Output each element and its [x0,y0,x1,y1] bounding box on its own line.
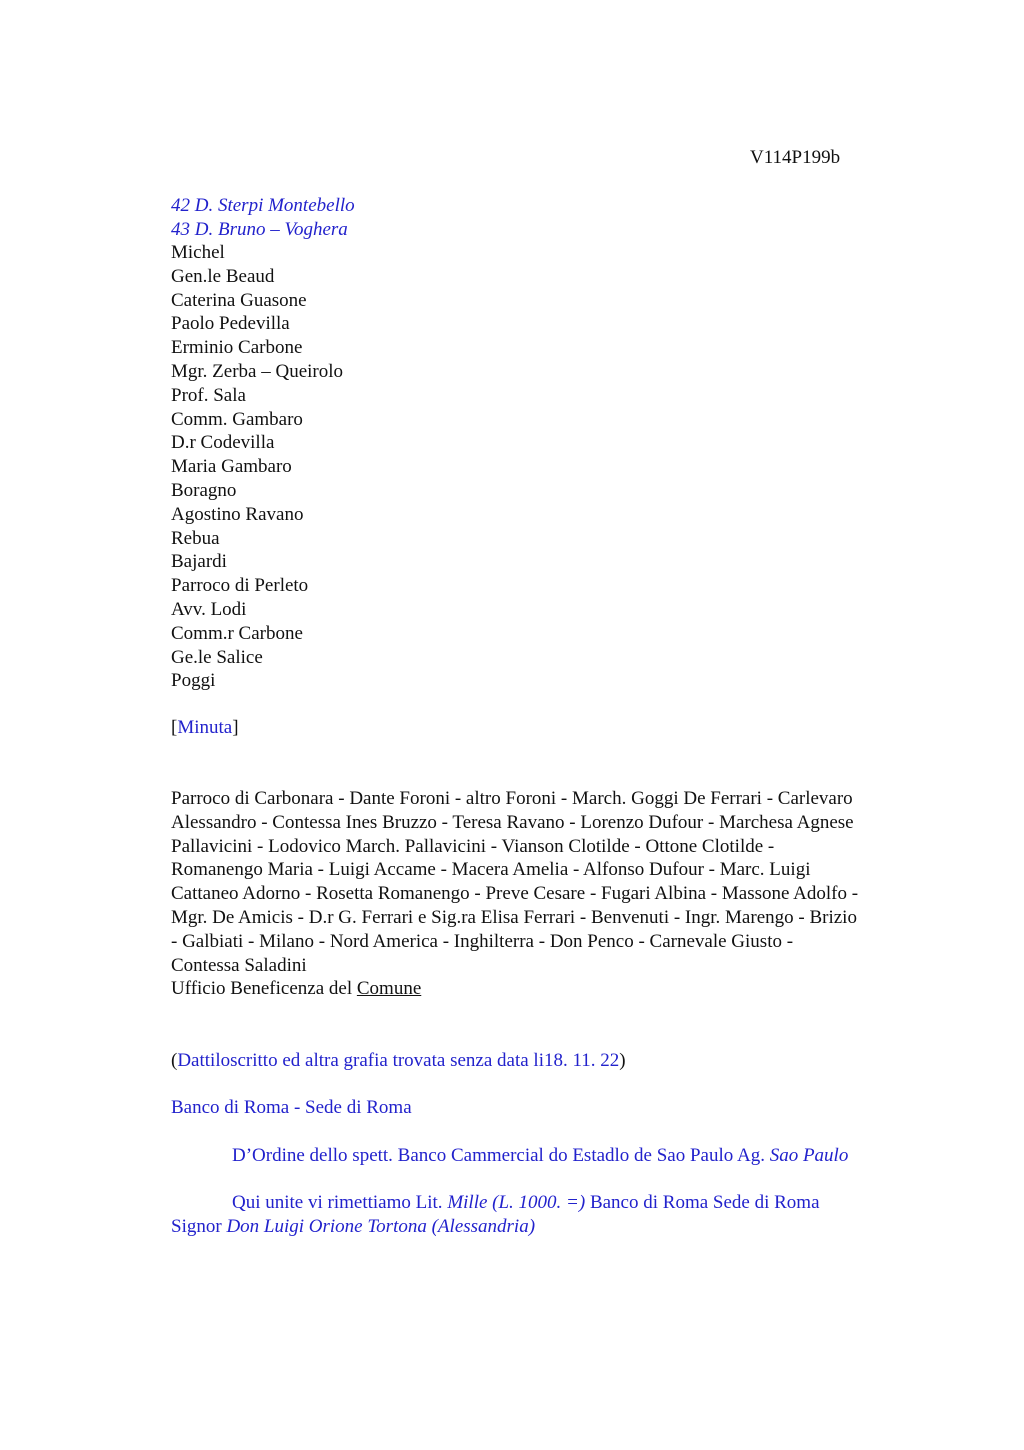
remit-rest: Banco di Roma Sede di Roma [585,1192,820,1213]
note-line [171,1049,931,1073]
list-item: Caterina Guasone [171,289,307,311]
list-item: Erminio Carbone [171,337,303,359]
paragraph-line: Mgr. De Amicis - D.r G. Ferrari e Sig.ra Elisa Ferrari - Benvenuti - Ingr. Marengo - Brizio [171,906,857,928]
list-item: Agostino Ravano [171,503,304,525]
list-item: Parroco di Perleto [171,575,309,597]
remit-line-1 [171,1191,931,1215]
ufficio-line [171,977,931,1001]
remit-amount: Mille (L. 1000. =) [447,1192,586,1213]
paragraph-line: Contessa Saladini [171,954,307,976]
list-item: Avv. Lodi [171,598,247,620]
list-item: Maria Gambaro [171,456,292,478]
order-text: D’Ordine dello spett. Banco Cammercial do Estadlo de Sao Paulo Ag. [232,1145,770,1166]
bank-heading: Banco di Roma - Sede di Roma [171,1097,412,1118]
list-item: Ge.le Salice [171,646,263,668]
minuta-text: Minuta [177,717,233,738]
bracket-close: ] [232,717,239,738]
list-item: D.r Codevilla [171,432,275,454]
order-line [171,1144,992,1168]
paragraph-line: - Galbiati - Milano - Nord America - Inghilterra - Don Penco - Carnevale Giusto - [171,930,794,952]
ufficio-underlined: Comune [356,978,422,1000]
paragraph-line: Alessandro - Contessa Ines Bruzzo - Teresa Ravano - Lorenzo Dufour - Marchesa Agnese [171,811,854,833]
list-item: Poggi [171,670,216,692]
paren-close: ) [619,1050,626,1071]
list-item: Comm.r Carbone [171,622,303,644]
bracket-open: [ [171,717,178,738]
minuta-label [171,716,931,740]
ufficio-prefix: Ufficio Beneficenza del [171,978,357,1000]
paragraph-line: Parroco di Carbonara - Dante Foroni - altro Foroni - March. Goggi De Ferrari - Carlevaro [171,788,853,809]
remit-line-2 [171,1215,931,1239]
list-item: Paolo Pedevilla [171,313,290,335]
header-line-2: 43 D. Bruno – Voghera [171,218,348,240]
list-item: Bajardi [171,551,227,573]
list-item: Boragno [171,479,237,501]
paren-open: ( [171,1050,178,1071]
names-list [171,241,931,693]
remittance-block [171,1191,931,1239]
order-italic: Sao Paulo [769,1145,849,1166]
remit-text: Qui unite vi rimettiamo Lit. [232,1192,448,1213]
list-item: Gen.le Beaud [171,265,275,287]
paragraph-line: Pallavicini - Lodovico March. Pallavicini - Vianson Clotilde - Ottone Clotilde - [171,835,775,857]
paragraph-line: Romanengo Maria - Luigi Accame - Macera Amelia - Alfonso Dufour - Marc. Luigi [171,859,811,881]
header-line-1: 42 D. Sterpi Montebello [171,195,355,216]
list-item: Rebua [171,527,220,549]
note-text: Dattiloscritto ed altra grafia trovata senza data li18. 11. 22 [177,1050,620,1071]
header-block [171,194,931,242]
list-item: Comm. Gambaro [171,408,303,430]
paragraph-line: Cattaneo Adorno - Rosetta Romanengo - Preve Cesare - Fugari Albina - Massone Adolfo - [171,883,859,905]
list-item: Prof. Sala [171,384,246,406]
list-item: Michel [171,242,225,263]
recipients-paragraph [171,787,931,1001]
remit-recipient: Don Luigi Orione Tortona (Alessandria) [226,1215,536,1237]
remit-signor: Signor [171,1215,227,1237]
list-item: Mgr. Zerba – Queirolo [171,360,344,382]
document-reference: V114P199b [750,147,841,168]
